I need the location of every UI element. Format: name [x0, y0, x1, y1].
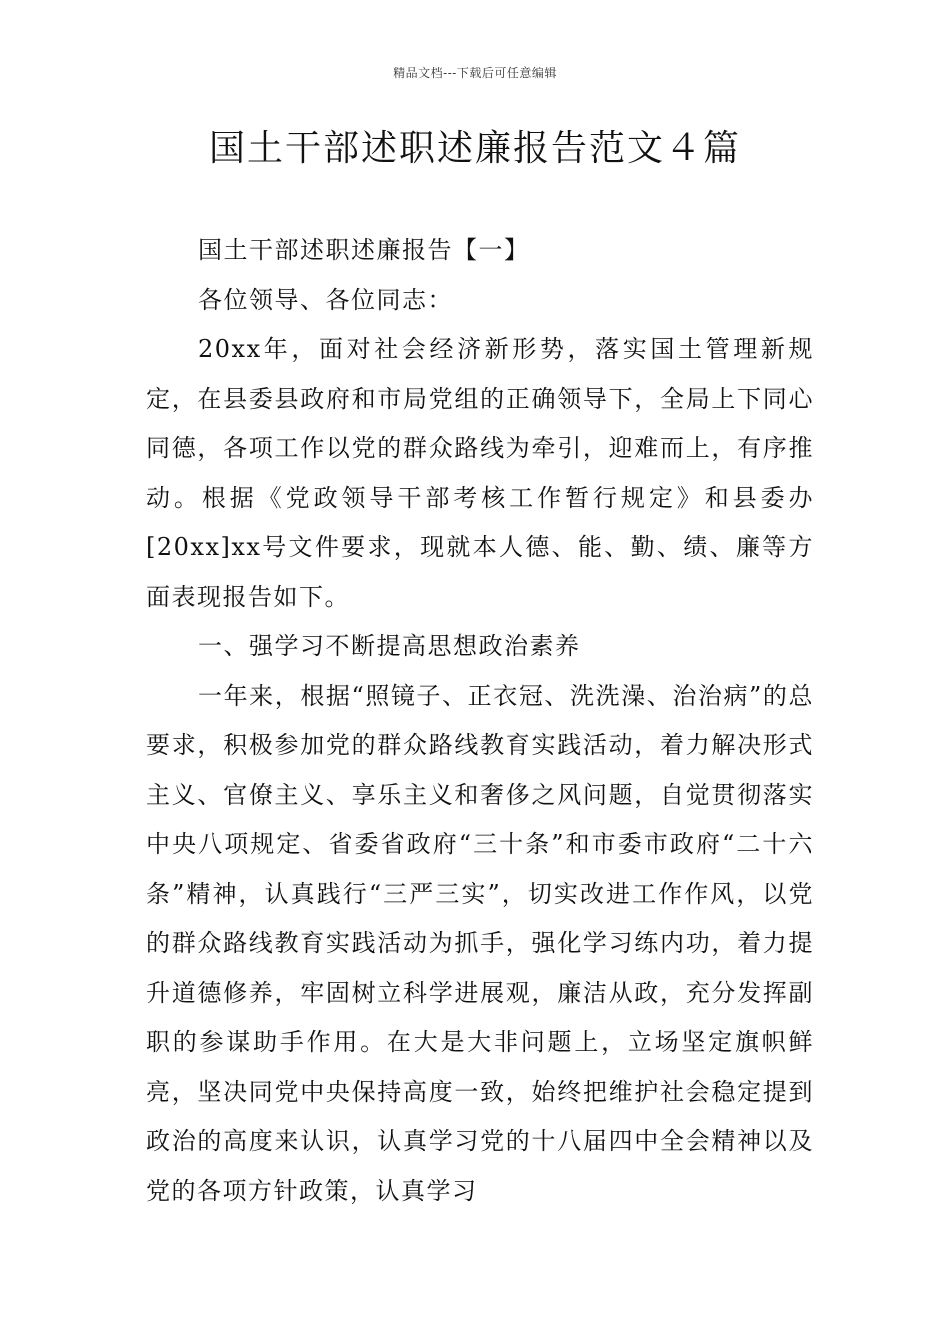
header-note: 精品文档---下载后可任意编辑	[393, 66, 557, 80]
document-title: 国土干部述职述廉报告范文４篇	[208, 128, 741, 169]
salutation: 各位领导、各位同志：	[198, 285, 453, 314]
intro-paragraph: 20xx年，面对社会经济新形势，落实国土管理新规定，在县委县政府和市局党组的正确领导下，全局上下同心同德，各项工作以党的群众路线为牵引，迎难而上，有序推动。根据《党政领导干部考核工作暂行规定》和县委办[20xx]xx号文件要求，现就本人德、能、勤、绩、廉等方面表现报告如下。	[146, 335, 814, 611]
body-paragraph: 一年来，根据“照镜子、正衣冠、洗洗澡、治治病”的总要求，积极参加党的群众路线教育实践活动，着力解决形式主义、官僚主义、享乐主义和奢侈之风问题，自觉贯彻落实中央八项规定、省委省政府“三十条”和市委市政府“二十六条”精神，认真践行“三严三实”，切实改进工作作风，以党的群众路线教育实践活动为抓手，强化学习练内功，着力提升道德修养，牢固树立科学进展观，廉洁从政，充分发挥副职的参谋助手作用。在大是大非问题上，立场坚定旗帜鲜亮，坚决同党中央保持高度一致，始终把维护社会稳定提到政治的高度来认识，认真学习党的十八届四中全会精神以及党的各项方针政策，认真学习	[146, 681, 814, 1205]
subsection-heading: 一、强学习不断提高思想政治素养	[198, 632, 581, 660]
document-body	[146, 226, 814, 1216]
section-heading: 国土干部述职述廉报告【一】	[198, 236, 530, 264]
